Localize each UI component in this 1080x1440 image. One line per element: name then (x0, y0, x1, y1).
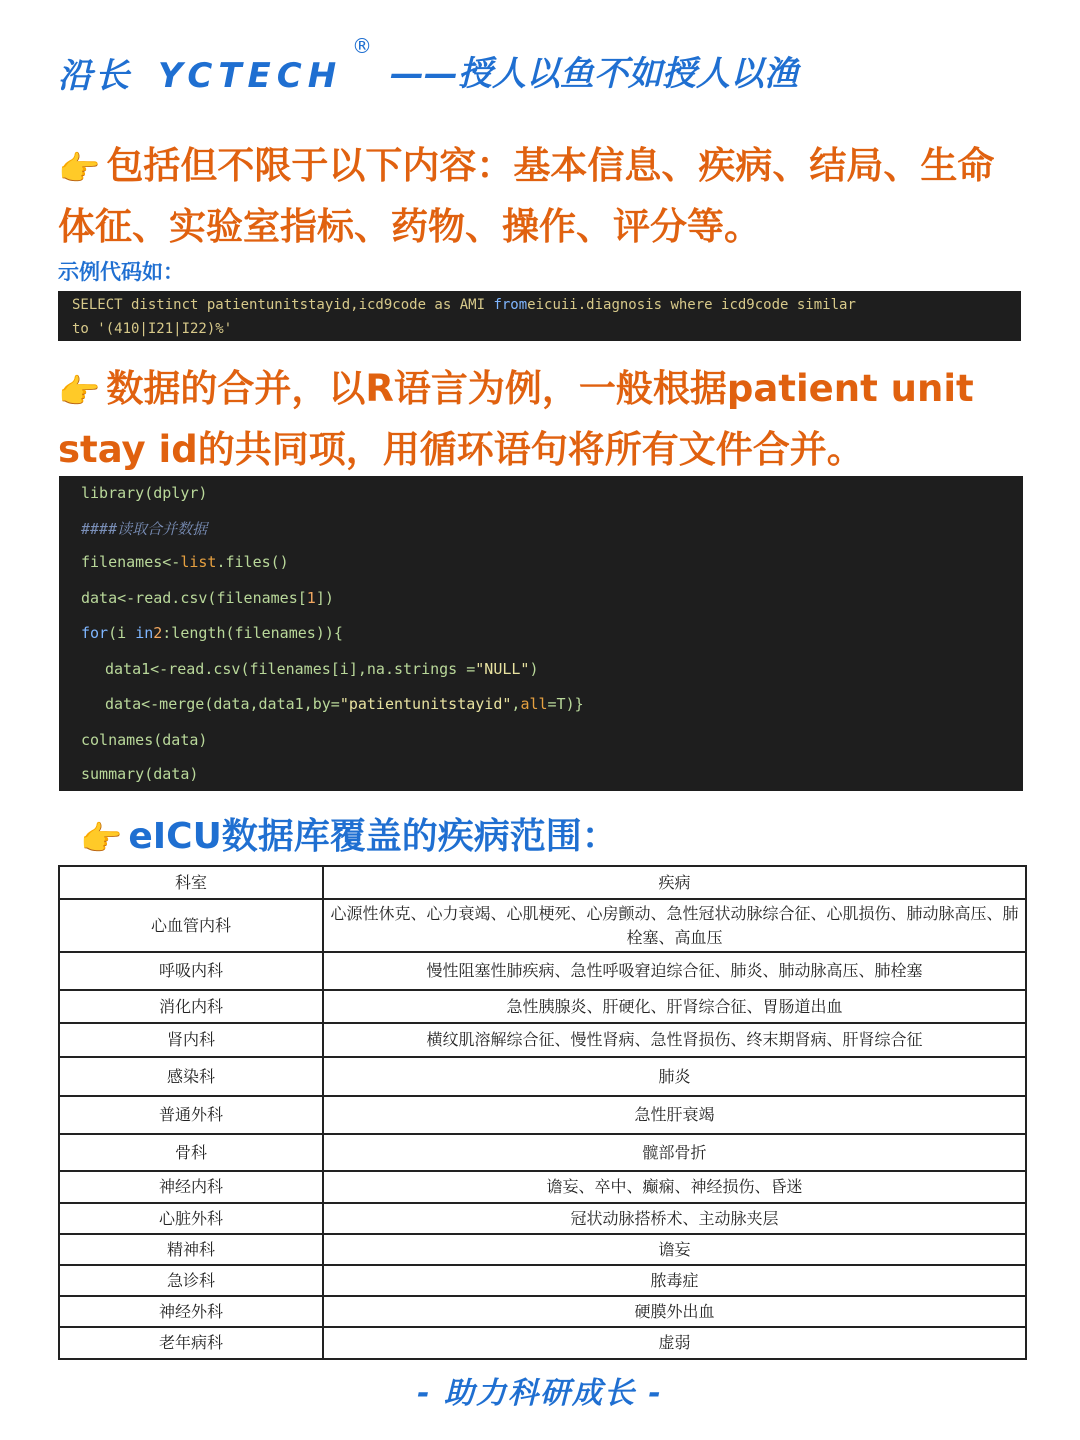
dept-cell: 肾内科 (59, 1023, 323, 1057)
disease-cell: 急性胰腺炎、肝硬化、肝肾综合征、胃肠道出血 (323, 990, 1026, 1023)
table-row (59, 1171, 1026, 1203)
intro-paragraph (58, 137, 1018, 256)
code-line: library(dplyr) (81, 484, 208, 502)
pointing-hand-icon: 👉 (58, 372, 101, 412)
dept-cell: 感染科 (59, 1057, 323, 1096)
dept-cell: 神经外科 (59, 1296, 323, 1327)
disease-cell: 虚弱 (323, 1327, 1026, 1359)
dept-cell: 神经内科 (59, 1171, 323, 1203)
disease-cell: 髋部骨折 (323, 1134, 1026, 1171)
disease-table (58, 865, 1027, 1360)
brand-en: YCTECH (158, 56, 343, 96)
dept-cell: 普通外科 (59, 1096, 323, 1134)
brand-logo (58, 48, 342, 97)
dept-cell: 呼吸内科 (59, 952, 323, 990)
dept-cell: 心脏外科 (59, 1203, 323, 1234)
table-row (59, 1203, 1026, 1234)
dept-cell: 心血管内科 (59, 899, 323, 952)
disease-cell: 硬膜外出血 (323, 1296, 1026, 1327)
code-line: data1<-read.csv(filenames[i],na.strings ="NULL") (105, 660, 539, 678)
disease-cell: 谵妄 (323, 1234, 1026, 1265)
code-line: data<-read.csv(filenames[1]) (81, 589, 334, 607)
header-disease: 疾病 (323, 866, 1026, 899)
pointing-hand-icon: 👉 (58, 149, 101, 189)
intro-text: 包括但不限于以下内容：基本信息、疾病、结局、生命体征、实验室指标、药物、操作、评分等。 (58, 144, 995, 248)
table-row (59, 990, 1026, 1023)
code-line: for(i in2:length(filenames)){ (81, 624, 343, 642)
sample-code-label: 示例代码如： (58, 260, 184, 284)
table-row (59, 1023, 1026, 1057)
disease-section-title: 👉 eICU数据库覆盖的疾病范围： (80, 816, 618, 859)
dept-cell: 老年病科 (59, 1327, 323, 1359)
merge-paragraph (58, 360, 1018, 479)
code-line: colnames(data) (81, 731, 208, 749)
header (58, 34, 1018, 100)
disease-cell: 脓毒症 (323, 1265, 1026, 1296)
table-row (59, 1265, 1026, 1296)
dept-cell: 精神科 (59, 1234, 323, 1265)
code-line: summary(data) (81, 765, 199, 783)
sql-code-block (58, 291, 1021, 341)
code-comment: ####读取合并数据 (81, 520, 208, 538)
disease-cell: 急性肝衰竭 (323, 1096, 1026, 1134)
dept-cell: 骨科 (59, 1134, 323, 1171)
disease-cell: 谵妄、卒中、癫痫、神经损伤、昏迷 (323, 1171, 1026, 1203)
table-row (59, 952, 1026, 990)
pointing-hand-icon: 👉 (80, 819, 123, 859)
code-line: data<-merge(data,data1,by="patientunitstayid",all=T)} (105, 695, 584, 713)
table-row (59, 1134, 1026, 1171)
sql-line-1: SELECT distinct patientunitstayid,icd9code as AMI fromeicuii.diagnosis where icd9code similar (72, 297, 856, 313)
slogan: ——授人以鱼不如授人以渔 (390, 54, 798, 94)
brand-cn: 沿长 (58, 56, 132, 96)
dept-cell: 急诊科 (59, 1265, 323, 1296)
table-row (59, 1096, 1026, 1134)
disease-cell: 横纹肌溶解综合征、慢性肾病、急性肾损伤、终末期肾病、肝肾综合征 (323, 1023, 1026, 1057)
table-row (59, 899, 1026, 952)
registered-mark: ® (352, 34, 372, 58)
disease-cell: 肺炎 (323, 1057, 1026, 1096)
table-header-row (59, 866, 1026, 899)
disease-cell: 冠状动脉搭桥术、主动脉夹层 (323, 1203, 1026, 1234)
dept-cell: 消化内科 (59, 990, 323, 1023)
sql-line-2: to '(410|I21|I22)%' (72, 321, 233, 337)
r-code-block (59, 476, 1023, 791)
header-dept: 科室 (59, 866, 323, 899)
footer-tagline: - 助力科研成长 - (417, 1376, 663, 1411)
table-row (59, 1057, 1026, 1096)
table-row (59, 1234, 1026, 1265)
merge-text: 数据的合并，以R语言为例，一般根据patient unit stay id的共同项，用循环语句将所有文件合并。 (58, 367, 974, 471)
disease-cell: 慢性阻塞性肺疾病、急性呼吸窘迫综合征、肺炎、肺动脉高压、肺栓塞 (323, 952, 1026, 990)
table-row (59, 1327, 1026, 1359)
table-row (59, 1296, 1026, 1327)
disease-cell: 心源性休克、心力衰竭、心肌梗死、心房颤动、急性冠状动脉综合征、心肌损伤、肺动脉高压、肺栓塞、高血压 (323, 899, 1026, 952)
code-line: filenames<-list.files() (81, 553, 289, 571)
